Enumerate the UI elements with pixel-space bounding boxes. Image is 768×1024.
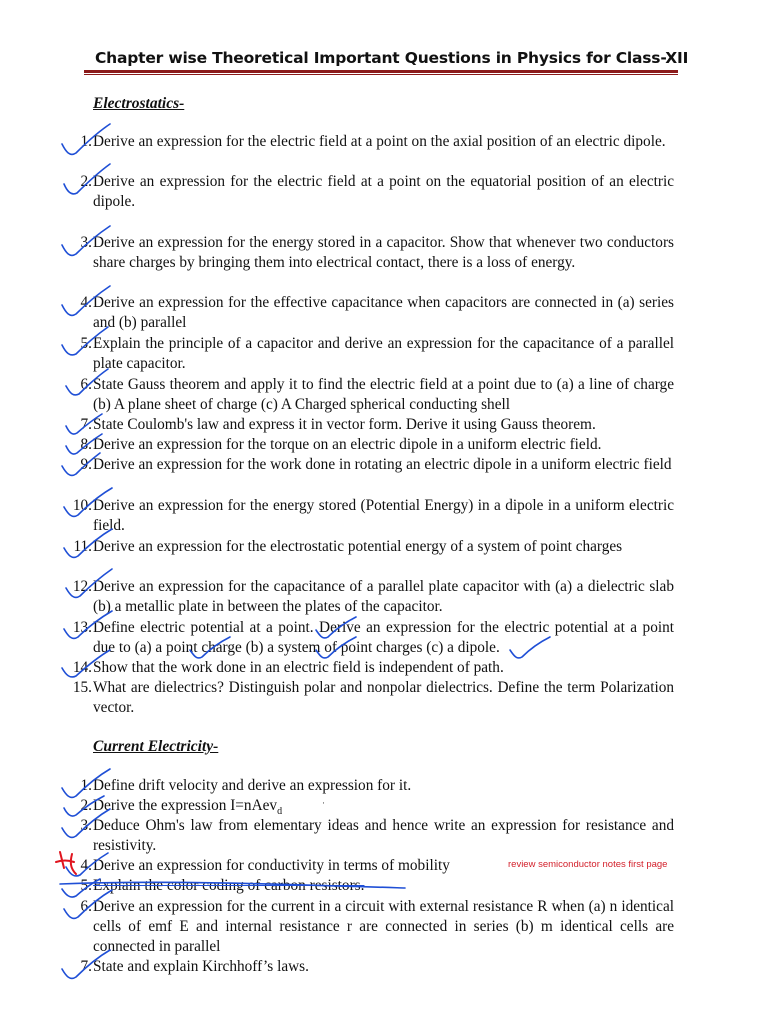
question-number: 4. <box>80 857 92 874</box>
question-text: Define drift velocity and derive an expression for it. <box>93 777 412 794</box>
question-text: Show that the work done in an electric field is independent of path. <box>93 659 504 676</box>
question-item <box>62 496 674 536</box>
question-text: Derive an expression for the energy stored in a capacitor. Show that whenever two conductors share charges by bringing them into electrical contact, there is a loss of energy. <box>93 234 674 272</box>
title-rule-thick <box>84 70 678 73</box>
question-text: Derive an expression for the electric field at a point on the axial position of an electric dipole. <box>93 133 666 150</box>
question-number: 8. <box>80 436 92 453</box>
question-number: 1. <box>80 777 92 794</box>
question-text: Derive an expression for the torque on an electric dipole in a uniform electric field. <box>93 436 602 453</box>
question-item <box>62 537 674 557</box>
question-item <box>62 776 674 796</box>
question-text: State Gauss theorem and apply it to find the electric field at a point due to (a) a line of charge (b) A plane sheet of charge (c) A Charged spherical conducting shell <box>93 376 674 414</box>
question-number: 12. <box>72 578 92 595</box>
question-item <box>62 957 674 977</box>
question-item <box>62 375 674 415</box>
question-text: Derive an expression for the capacitance of a parallel plate capacitor with (a) a dielectric slab (b) a metallic plate in between the plates of the capacitor. <box>93 578 674 616</box>
question-number: 6. <box>80 376 92 393</box>
question-item <box>62 577 674 617</box>
question-number: 1. <box>80 133 92 150</box>
question-item <box>62 455 674 475</box>
question-number: 13. <box>72 619 92 636</box>
question-item <box>62 618 674 658</box>
question-number: 4. <box>80 294 92 311</box>
question-number: 7. <box>80 416 92 433</box>
question-text: Derive an expression for the work done in rotating an electric dipole in a uniform electric field <box>93 456 672 473</box>
question-text: Derive an expression for the electric field at a point on the equatorial position of an electric dipole. <box>93 173 674 211</box>
question-number: 5. <box>80 877 92 894</box>
stray-dot: · <box>322 798 325 808</box>
question-number: 3. <box>80 234 92 251</box>
question-item <box>62 658 674 678</box>
question-number: 3. <box>80 817 92 834</box>
question-item <box>62 132 674 152</box>
question-number: 2. <box>80 173 92 190</box>
question-number: 2. <box>80 797 92 814</box>
question-text: State and explain Kirchhoff’s laws. <box>93 958 309 975</box>
question-text: Derive an expression for conductivity in terms of mobility <box>93 857 450 874</box>
question-item <box>62 816 674 856</box>
page-title: Chapter wise Theoretical Important Questions in Physics for Class-XII <box>95 49 689 67</box>
question-text-main: Derive the expression I=nAev <box>93 797 278 814</box>
question-number: 11. <box>73 538 92 555</box>
question-text-subscript: d <box>277 806 283 818</box>
handwritten-annotation: review semiconductor notes first page <box>508 859 668 870</box>
question-text: Derive an expression for the current in a circuit with external resistance R when (a) n identical cells of emf E and internal resistance r are connected in series (b) m identical cells are connected in parallel <box>93 898 674 956</box>
question-item <box>62 897 674 958</box>
question-text: What are dielectrics? Distinguish polar and nonpolar dielectrics. Define the term Polarization vector. <box>93 679 674 717</box>
section-heading-current-electricity: Current Electricity- <box>93 738 219 755</box>
question-text-struck: Explain the color coding of carbon resistors. <box>93 877 365 894</box>
question-item <box>62 334 674 374</box>
question-number: 6. <box>80 898 92 915</box>
title-rule-thin <box>84 74 678 75</box>
question-item <box>62 415 674 435</box>
question-text: Define electric potential at a point. Derive an expression for the electric potential at a point due to (a) a point charge (b) a system of point charges (c) a dipole. <box>93 619 674 657</box>
question-item <box>62 293 674 333</box>
question-item <box>62 876 674 896</box>
question-text: Derive an expression for the electrostatic potential energy of a system of point charges <box>93 538 623 555</box>
question-number: 15. <box>72 679 92 696</box>
question-text: Explain the principle of a capacitor and derive an expression for the capacitance of a parallel plate capacitor. <box>93 335 674 373</box>
question-number: 14. <box>72 659 92 676</box>
section-heading-electrostatics: Electrostatics- <box>93 95 185 112</box>
question-number: 5. <box>80 335 92 352</box>
question-text: Deduce Ohm's law from elementary ideas and hence write an expression for resistance and resistivity. <box>93 817 674 855</box>
question-item <box>62 678 674 718</box>
question-item <box>62 172 674 212</box>
question-item <box>62 435 674 455</box>
question-number: 10. <box>72 497 92 514</box>
question-number: 9. <box>80 456 92 473</box>
question-text: State Coulomb's law and express it in vector form. Derive it using Gauss theorem. <box>93 416 596 433</box>
question-number: 7. <box>80 958 92 975</box>
question-text: Derive an expression for the effective capacitance when capacitors are connected in (a) series and (b) parallel <box>93 294 674 332</box>
question-text: Derive an expression for the energy stored (Potential Energy) in a dipole in a uniform electric field. <box>93 497 674 535</box>
question-item <box>62 233 674 273</box>
